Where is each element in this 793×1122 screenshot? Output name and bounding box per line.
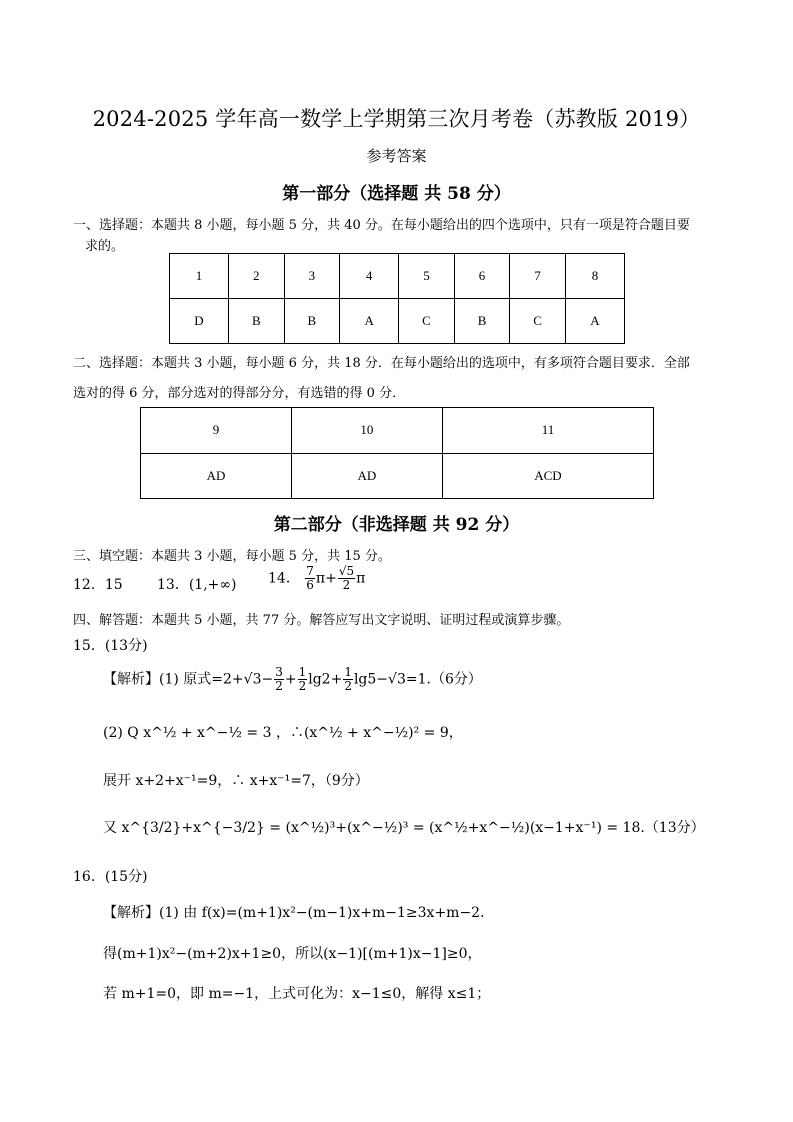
section3-instructions: 三、填空题：本题共 3 小题，每小题 5 分，共 15 分。 bbox=[73, 549, 391, 564]
table1-answer-cell: B bbox=[284, 299, 340, 344]
section1-instructions-line2: 求的。 bbox=[85, 239, 125, 254]
solution-tag: 【解析】 bbox=[103, 671, 159, 688]
frac-numerator: 3 bbox=[275, 665, 283, 679]
table2-header-cell: 9 bbox=[141, 408, 292, 454]
table1-header-cell: 4 bbox=[340, 254, 399, 299]
table1-answer-cell: B bbox=[229, 299, 285, 344]
part1-heading: 第一部分（选择题 共 58 分） bbox=[282, 184, 511, 204]
answer-14-pi: π bbox=[356, 570, 366, 587]
table1-answer-cell: D bbox=[170, 299, 229, 344]
frac-numerator: 7 bbox=[306, 564, 314, 578]
answer-12 bbox=[73, 574, 123, 594]
table1-header-cell: 6 bbox=[454, 254, 510, 299]
answer-14-pi-plus: π+ bbox=[315, 570, 337, 587]
q15-line1-text: (1) 原式=2+√3− bbox=[159, 671, 274, 688]
table1-answer-cell: C bbox=[510, 299, 566, 344]
answer-14-label: 14． bbox=[268, 570, 300, 587]
q15-heading: 15．(13分) bbox=[73, 638, 148, 654]
answer-table-2-answer-row bbox=[141, 453, 654, 499]
section1-instructions-line1: 一、选择题：本题共 8 小题，每小题 5 分，共 40 分。在每小题给出的四个选项中，只有一项是符合题目要 bbox=[73, 218, 690, 233]
q15-line1-text: lg5−√3=1.（6分） bbox=[353, 671, 482, 688]
answer-table-1-header-row bbox=[170, 254, 625, 299]
section2-instructions-line1: 二、选择题：本题共 3 小题，每小题 6 分，共 18 分．在每小题给出的选项中，有多项符合题目要求．全部 bbox=[73, 356, 690, 371]
q16-line2: 得(m+1)x²−(m+2)x+1≥0，所以(x−1)[(m+1)x−1]≥0， bbox=[103, 946, 482, 962]
document-title: 2024-2025 学年高一数学上学期第三次月考卷（苏教版 2019） bbox=[92, 107, 701, 131]
answer-table-1-answer-row bbox=[170, 299, 625, 344]
q16-line1-text: (1) 由 f(x)=(m+1)x²−(m−1)x+m−1≥3x+m−2． bbox=[159, 905, 495, 921]
q15-line1 bbox=[103, 666, 482, 693]
table1-answer-cell: B bbox=[454, 299, 510, 344]
table1-answer-cell: A bbox=[565, 299, 624, 344]
table1-header-cell: 8 bbox=[565, 254, 624, 299]
section2-instructions-line2: 选对的得 6 分，部分选对的得部分分，有选错的得 0 分． bbox=[73, 386, 406, 401]
q16-line3: 若 m+1=0，即 m=−1，上式可化为：x−1≤0，解得 x≤1； bbox=[103, 986, 491, 1002]
answer-13-value: (1,+∞) bbox=[188, 577, 237, 593]
table1-header-cell: 5 bbox=[399, 254, 455, 299]
answer-13 bbox=[157, 574, 237, 594]
q15-line2: (2) Q x^½ + x^−½ = 3 ，∴(x^½ + x^−½)² = 9， bbox=[103, 725, 463, 741]
table2-header-cell: 10 bbox=[291, 408, 442, 454]
q15-line1-text: + bbox=[284, 671, 297, 688]
answer-table-2-header-row bbox=[141, 408, 654, 454]
table1-header-cell: 7 bbox=[510, 254, 566, 299]
table1-header-cell: 2 bbox=[229, 254, 285, 299]
frac-denominator: 2 bbox=[298, 679, 307, 693]
q16-heading: 16．(15分) bbox=[73, 869, 148, 885]
table2-answer-cell: AD bbox=[291, 453, 442, 499]
table2-answer-cell: ACD bbox=[442, 453, 653, 499]
table1-answer-cell: C bbox=[399, 299, 455, 344]
frac-numerator: 1 bbox=[298, 665, 307, 679]
table2-header-cell: 11 bbox=[442, 408, 653, 454]
frac-denominator: 6 bbox=[306, 578, 314, 592]
answer-12-label: 12． bbox=[73, 577, 105, 593]
answer-12-value: 15 bbox=[104, 577, 123, 593]
frac-denominator: 2 bbox=[275, 679, 283, 693]
q16-line1 bbox=[103, 902, 494, 922]
q15-line4: 又 x^{3/2}+x^{−3/2} = (x^½)³+(x^−½)³ = (x^½+x^−½)(x−1+x⁻¹) = 18.（13分） bbox=[103, 820, 705, 836]
table1-header-cell: 1 bbox=[170, 254, 229, 299]
answer-14 bbox=[268, 565, 365, 592]
answer-13-label: 13． bbox=[157, 577, 189, 593]
frac-numerator: √5 bbox=[338, 564, 355, 578]
section4-instructions: 四、解答题：本题共 5 小题，共 77 分。解答应写出文字说明、证明过程或演算步骤。 bbox=[73, 613, 570, 628]
document-subtitle: 参考答案 bbox=[366, 147, 427, 165]
table1-header-cell: 3 bbox=[284, 254, 340, 299]
table2-answer-cell: AD bbox=[141, 453, 292, 499]
frac-numerator: 1 bbox=[344, 665, 352, 679]
frac-denominator: 2 bbox=[344, 679, 352, 693]
solution-tag: 【解析】 bbox=[103, 905, 159, 921]
part2-heading: 第二部分（非选择题 共 92 分） bbox=[273, 515, 520, 535]
answer-table-2 bbox=[140, 407, 654, 499]
frac-denominator: 2 bbox=[342, 578, 351, 592]
answer-table-1 bbox=[169, 253, 625, 344]
table1-answer-cell: A bbox=[340, 299, 399, 344]
q15-line3: 展开 x+2+x⁻¹=9，∴ x+x⁻¹=7，（9分） bbox=[103, 773, 369, 789]
q15-line1-text: lg2+ bbox=[308, 671, 343, 688]
